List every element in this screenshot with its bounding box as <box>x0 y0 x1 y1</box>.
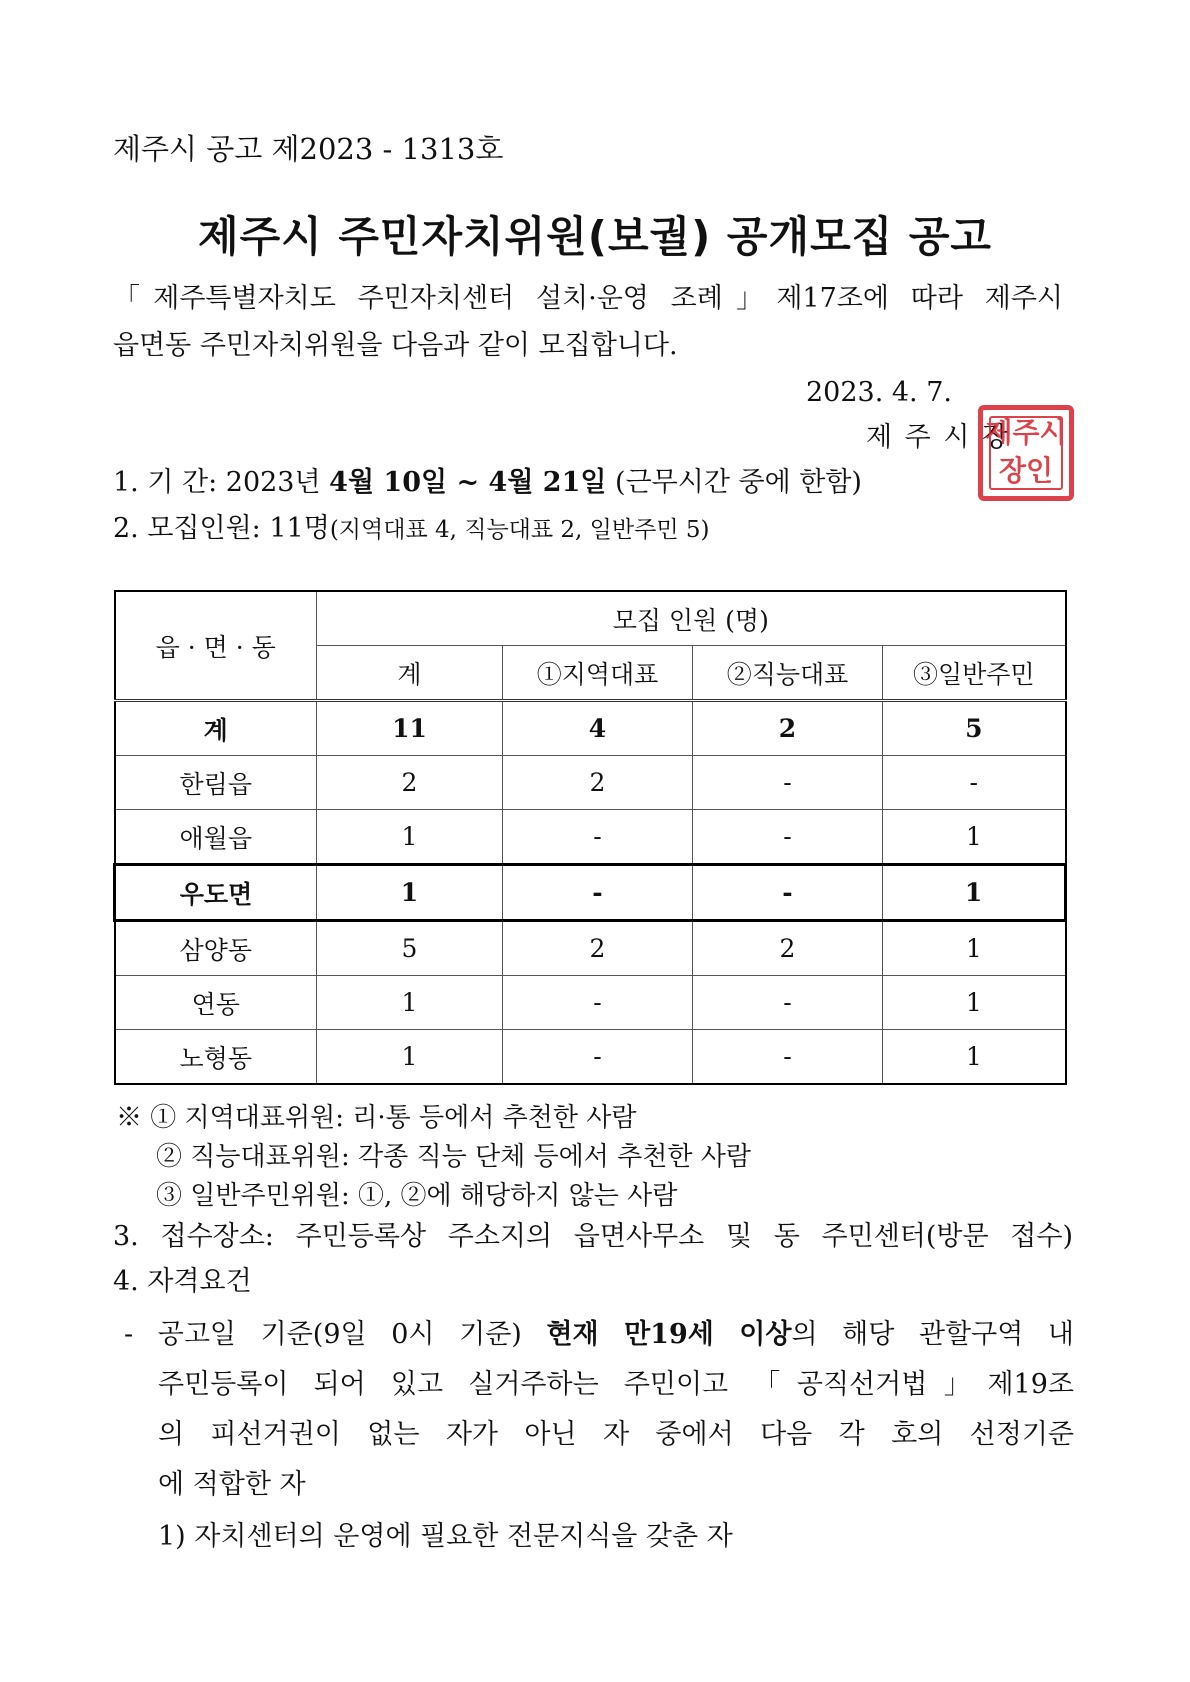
cell-total: 11 <box>317 701 503 756</box>
row-name: 삼양동 <box>115 921 317 976</box>
cell-total: 2 <box>317 756 503 810</box>
qual-line1-b: 의 해당 관할구역 내 <box>791 1319 1074 1350</box>
qualification-item-1: 1) 자치센터의 운영에 필요한 전문지식을 갖춘 자 <box>158 1521 733 1552</box>
qualification-line-1 <box>124 1318 1074 1352</box>
cell-total: 1 <box>317 865 503 921</box>
table-row-highlighted <box>115 865 1066 921</box>
official-seal-stamp <box>978 405 1074 501</box>
cell-occupational: 2 <box>693 701 883 756</box>
cell-occupational: - <box>693 976 883 1030</box>
row-name: 계 <box>115 701 317 756</box>
notice-number: 제주시 공고 제2023 - 1313호 <box>113 132 504 166</box>
cell-regional: - <box>503 976 693 1030</box>
table-row <box>115 810 1066 865</box>
table-row <box>115 1030 1066 1085</box>
cell-total: 1 <box>317 976 503 1030</box>
row-name: 우도면 <box>115 865 317 921</box>
cell-occupational: - <box>693 865 883 921</box>
recruits-label: 2. 모집인원: <box>113 513 261 544</box>
cell-occupational: - <box>693 1030 883 1085</box>
table-row <box>115 921 1066 976</box>
cell-general: 1 <box>883 921 1066 976</box>
cell-general: 1 <box>883 1030 1066 1085</box>
cell-regional: 2 <box>503 756 693 810</box>
cell-total: 1 <box>317 1030 503 1085</box>
cell-occupational: - <box>693 810 883 865</box>
period-label: 1. 기 간: <box>113 467 218 498</box>
header-general: ③일반주민 <box>883 646 1066 701</box>
period-sep: ~ <box>447 467 489 498</box>
qual-line1-bold: 현재 만19세 이상 <box>546 1319 792 1350</box>
note-2: ② 직능대표위원: 각종 직능 단체 등에서 추천한 사람 <box>156 1142 751 1172</box>
cell-total: 1 <box>317 810 503 865</box>
header-regional: ①지역대표 <box>503 646 693 701</box>
cell-regional: - <box>503 865 693 921</box>
row-name: 노형동 <box>115 1030 317 1085</box>
cell-general: 1 <box>883 865 1066 921</box>
header-area: 읍 · 면 · 동 <box>115 591 317 701</box>
qualification-line-2: 주민등록이 되어 있고 실거주하는 주민이고 「공직선거법」제19조 <box>158 1369 1074 1400</box>
cell-general: - <box>883 756 1066 810</box>
section-qualification: 4. 자격요건 <box>113 1266 252 1297</box>
row-name: 연동 <box>115 976 317 1030</box>
header-total: 계 <box>317 646 503 701</box>
cell-occupational: 2 <box>693 921 883 976</box>
qual-line1-a: - 공고일 기준(9일 0시 기준) <box>124 1319 547 1350</box>
period-suffix: (근무시간 중에 한함) <box>606 467 862 498</box>
table-row <box>115 701 1066 756</box>
cell-regional: - <box>503 810 693 865</box>
recruits-count: 11명 <box>260 513 330 544</box>
period-start: 4월 10일 <box>329 467 448 498</box>
intro-line-1: 「제주특별자치도 주민자치센터 설치·운영 조례」제17조에 따라 제주시 <box>113 283 1063 314</box>
section-period <box>113 466 862 500</box>
period-prefix: 2023년 <box>217 467 330 498</box>
recruits-detail: (지역대표 4, 직능대표 2, 일반주민 5) <box>329 517 710 543</box>
notice-date: 2023. 4. 7. <box>806 377 952 408</box>
header-group: 모집 인원 (명) <box>317 591 1066 646</box>
issuer-name: 제 주 시 장 <box>866 422 1011 453</box>
row-name: 한림읍 <box>115 756 317 810</box>
cell-general: 1 <box>883 810 1066 865</box>
seal-text: 제주시장인 <box>985 416 1067 487</box>
cell-total: 5 <box>317 921 503 976</box>
note-1: ※ ① 지역대표위원: 리·통 등에서 추천한 사람 <box>116 1103 637 1133</box>
intro-line-2: 읍면동 주민자치위원을 다음과 같이 모집합니다. <box>113 330 678 361</box>
section-recruits <box>113 512 709 547</box>
cell-regional: 4 <box>503 701 693 756</box>
note-3: ③ 일반주민위원: ①, ②에 해당하지 않는 사람 <box>156 1181 678 1211</box>
header-occupational: ②직능대표 <box>693 646 883 701</box>
row-name: 애월읍 <box>115 810 317 865</box>
section-reception: 3. 접수장소: 주민등록상 주소지의 읍면사무소 및 동 주민센터(방문 접수) <box>113 1221 1073 1252</box>
cell-regional: 2 <box>503 921 693 976</box>
table-row <box>115 976 1066 1030</box>
period-end: 4월 21일 <box>488 467 607 498</box>
recruitment-table <box>113 590 1067 1085</box>
cell-regional: - <box>503 1030 693 1085</box>
table-row <box>115 756 1066 810</box>
cell-general: 1 <box>883 976 1066 1030</box>
table-header-row <box>115 591 1066 646</box>
qualification-line-4: 에 적합한 자 <box>158 1469 306 1500</box>
page-title: 제주시 주민자치위원(보궐) 공개모집 공고 <box>198 212 992 261</box>
cell-occupational: - <box>693 756 883 810</box>
cell-general: 5 <box>883 701 1066 756</box>
qualification-line-3: 의 피선거권이 없는 자가 아닌 자 중에서 다음 각 호의 선정기준 <box>158 1419 1074 1450</box>
